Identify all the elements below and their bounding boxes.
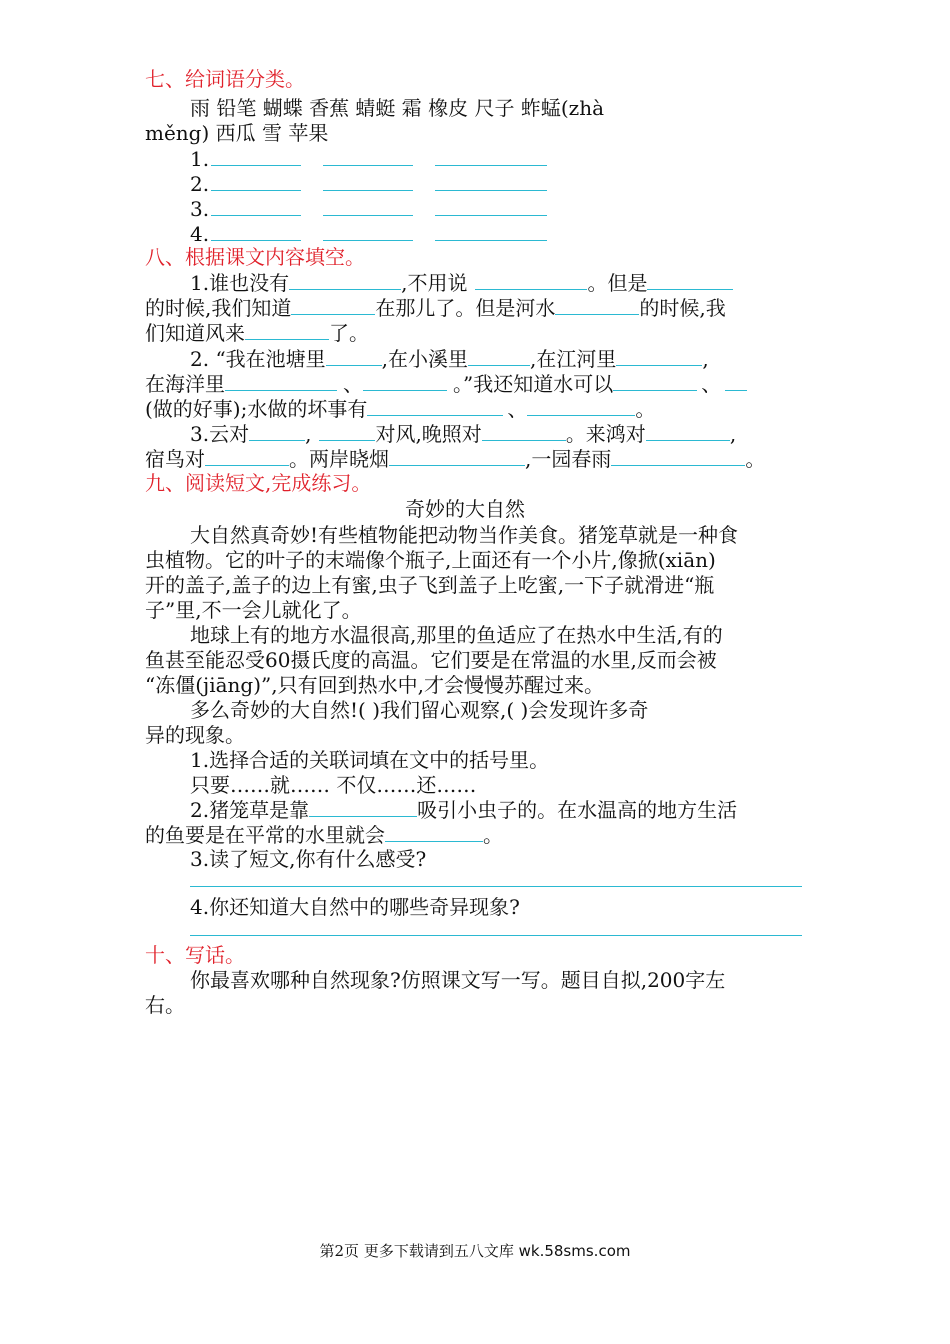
answer-line[interactable] [190,935,802,936]
row-number: 3. [190,197,210,221]
answer-blank[interactable] [435,147,547,166]
s8-q3-line-1: 3.云对 , 对风,晚照对 。来鸿对 , [190,422,737,446]
footer-page-text: 第2页 更多下载请到五八文库 [319,1242,514,1260]
s8-q3-line-2: 宿鸟对 。两岸晓烟 ,一园春雨 。 [145,447,766,471]
passage-p2-line-2: 鱼甚至能忍受60摄氏度的高温。它们要是在常温的水里,反而会被 [145,648,717,672]
row-number: 4. [190,222,210,246]
answer-blank[interactable] [205,447,289,466]
answer-blank[interactable] [211,197,301,216]
answer-blank[interactable] [616,347,702,366]
answer-blank[interactable] [291,296,375,315]
writing-prompt-line-2: 右。 [145,993,185,1017]
s8-q2-line-2: 在海洋里 、 。”我还知道水可以 、 [145,371,950,397]
s9-q1: 1.选择合适的关联词填在文中的括号里。 [190,748,550,772]
answer-blank[interactable] [309,798,417,817]
answer-blank[interactable] [647,271,733,290]
answer-blank[interactable] [385,823,483,842]
answer-blank[interactable] [363,372,447,391]
answer-blank[interactable] [367,397,503,416]
passage-title: 奇妙的大自然 [405,497,525,521]
s8-q1-line-1: 1.谁也没有 ,不用说 。但是 [190,270,950,296]
writing-prompt-line-1: 你最喜欢哪种自然现象?仿照课文写一写。题目自拟,200字左 [190,968,726,992]
section-7-heading: 七、给词语分类。 [145,67,305,91]
word-list-line-2: měng) 西瓜 雪 苹果 [145,121,329,145]
section-8-heading: 八、根据课文内容填空。 [145,245,365,269]
answer-blank[interactable] [323,222,413,241]
s8-q2-line-3: (做的好事);水做的坏事有 、 。 [145,397,656,421]
answer-blank[interactable] [611,447,745,466]
passage-p1-line-1: 大自然真奇妙!有些植物能把动物当作美食。猪笼草就是一种食 [190,523,739,547]
answer-blank[interactable] [245,321,329,340]
answer-blank[interactable] [323,197,413,216]
answer-blank[interactable] [725,372,747,391]
classify-row-3 [190,196,950,222]
row-number: 1. [190,147,210,171]
passage-p1-line-3: 开的盖子,盖子的边上有蜜,虫子飞到盖子上吃蜜,一下子就滑进“瓶 [145,573,715,597]
answer-blank[interactable] [527,397,635,416]
s9-q4: 4.你还知道大自然中的哪些奇异现象? [190,895,520,919]
section-10-heading: 十、写话。 [145,943,245,967]
answer-blank[interactable] [468,347,530,366]
classify-row-1 [190,146,950,172]
s8-q2-line-1: 2. “我在池塘里 ,在小溪里 ,在江河里 , [190,347,709,371]
answer-blank[interactable] [211,172,301,191]
s9-q1-options: 只要……就…… 不仅……还…… [190,773,477,797]
page-footer [0,1240,950,1261]
answer-blank[interactable] [646,422,730,441]
answer-blank[interactable] [225,372,337,391]
answer-blank[interactable] [323,172,413,191]
answer-blank[interactable] [389,447,525,466]
answer-blank[interactable] [475,271,587,290]
answer-blank[interactable] [482,422,566,441]
passage-p3-line-2: 异的现象。 [145,723,245,747]
passage-p3-line-1: 多么奇妙的大自然!( )我们留心观察,( )会发现许多奇 [190,698,649,722]
passage-p1-line-4: 子”里,不一会儿就化了。 [145,598,362,622]
passage-p2-line-3: “冻僵(jiāng)”,只有回到热水中,才会慢慢苏醒过来。 [145,673,604,697]
answer-blank[interactable] [289,271,401,290]
answer-blank[interactable] [613,372,697,391]
s9-q3: 3.读了短文,你有什么感受? [190,847,427,871]
answer-blank[interactable] [211,147,301,166]
section-9-heading: 九、阅读短文,完成练习。 [145,471,372,495]
answer-blank[interactable] [323,147,413,166]
row-number: 2. [190,172,210,196]
answer-blank[interactable] [319,422,375,441]
answer-line[interactable] [190,886,802,887]
s9-q2-line-2: 的鱼要是在平常的水里就会 。 [145,823,503,847]
footer-site-link[interactable]: wk.58sms.com [518,1242,631,1260]
s8-q1-line-3: 们知道风来 了。 [145,321,369,345]
s9-q2-line-1: 2.猪笼草是靠 吸引小虫子的。在水温高的地方生活 [190,798,738,822]
answer-blank[interactable] [249,422,305,441]
word-list-line-1: 雨 铅笔 蝴蝶 香蕉 蜻蜓 霜 橡皮 尺子 蚱蜢(zhà [190,96,605,120]
answer-blank[interactable] [435,172,547,191]
s8-q1-line-2: 的时候,我们知道 在那儿了。但是河水 的时候,我 [145,296,726,320]
answer-blank[interactable] [435,197,547,216]
classify-row-2 [190,171,950,197]
answer-blank[interactable] [326,347,382,366]
passage-p2-line-1: 地球上有的地方水温很高,那里的鱼适应了在热水中生活,有的 [190,623,723,647]
answer-blank[interactable] [435,222,547,241]
answer-blank[interactable] [211,222,301,241]
answer-blank[interactable] [555,296,639,315]
passage-p1-line-2: 虫植物。它的叶子的末端像个瓶子,上面还有一个小片,像掀(xiān) [145,548,716,572]
